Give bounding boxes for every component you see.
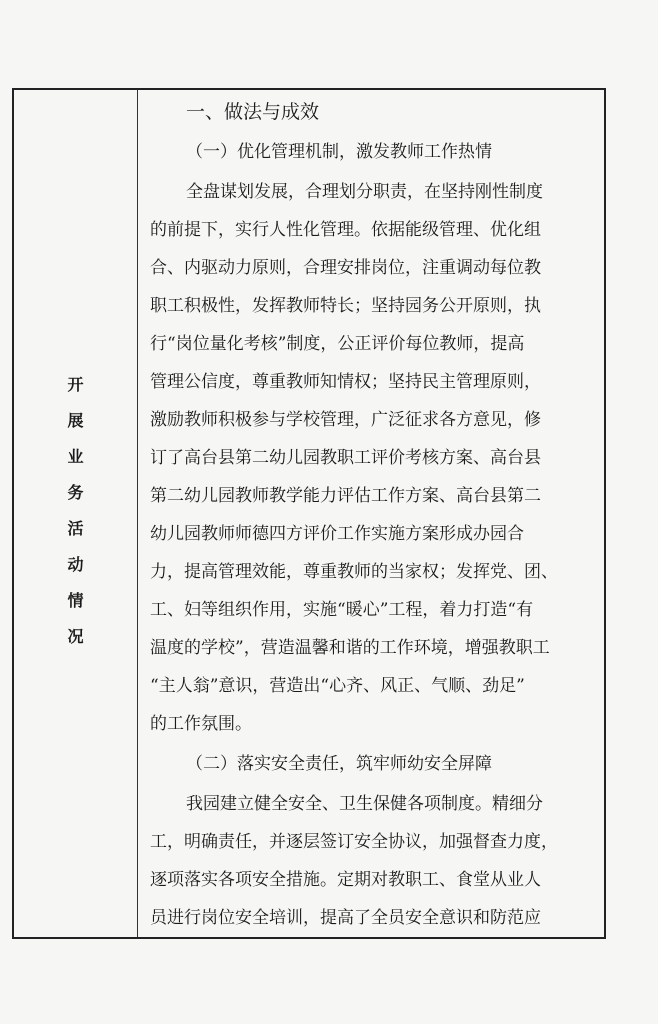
paragraph-line: 工，明确责任，并逐层签订安全协议，加强督查力度， <box>150 832 558 852</box>
paragraph-line: 订了高台县第二幼儿园教职工评价考核方案、高台县 <box>150 448 541 468</box>
row-label-char: 情 <box>67 591 84 610</box>
column-divider <box>137 90 138 937</box>
paragraph-line: 激励教师积极参与学校管理，广泛征求各方意见，修 <box>150 410 541 430</box>
paragraph-line: 全盘谋划发展，合理划分职责，在坚持刚性制度 <box>186 182 543 202</box>
paragraph-line: 温度的学校”，营造温馨和谐的工作环境，增强教职工 <box>150 638 550 658</box>
row-label-activities <box>14 373 137 661</box>
paragraph-line: 管理公信度，尊重教师知情权；坚持民主管理原则， <box>150 372 541 392</box>
row-label-char: 活 <box>67 519 84 538</box>
paragraph-line: 员进行岗位安全培训，提高了全员安全意识和防范应 <box>150 908 541 928</box>
paragraph-line: 合、内驱动力原则，合理安排岗位，注重调动每位教 <box>150 258 541 278</box>
paragraph-line: 的工作氛围。 <box>150 714 252 734</box>
paragraph-line: 工、妇等组织作用，实施“暖心”工程，着力打造“有 <box>150 600 534 620</box>
paragraph-line: 第二幼儿园教师教学能力评估工作方案、高台县第二 <box>150 486 541 506</box>
row-label-char: 开 <box>67 375 84 394</box>
paragraph-line: 幼儿园教师师德四方评价工作实施方案形成办园合 <box>150 524 524 544</box>
section2-title: （二）落实安全责任，筑牢师幼安全屏障 <box>186 754 492 774</box>
section-heading: 一、做法与成效 <box>186 101 320 123</box>
row-label-char: 业 <box>67 447 84 466</box>
form-table <box>12 88 606 939</box>
section1-title: （一）优化管理机制，激发教师工作热情 <box>186 142 492 162</box>
row-label-char: 务 <box>67 483 84 502</box>
paragraph-line: 职工积极性，发挥教师特长；坚持园务公开原则，执 <box>150 296 541 316</box>
row-label-char: 况 <box>67 627 84 646</box>
paragraph-line: 我园建立健全安全、卫生保健各项制度。精细分 <box>186 794 543 814</box>
row-label-char: 动 <box>67 555 84 574</box>
paragraph-line: 力，提高管理效能，尊重教师的当家权；发挥党、团、 <box>150 562 558 582</box>
paragraph-line: 行“岗位量化考核”制度，公正评价每位教师，提高 <box>150 334 525 354</box>
row-label-char: 展 <box>67 411 84 430</box>
paragraph-line: 逐项落实各项安全措施。定期对教职工、食堂从业人 <box>150 870 541 890</box>
paragraph-line: “主人翁”意识，营造出“心齐、风正、气顺、劲足” <box>150 676 525 696</box>
paragraph-line: 的前提下，实行人性化管理。依据能级管理、优化组 <box>150 220 541 240</box>
